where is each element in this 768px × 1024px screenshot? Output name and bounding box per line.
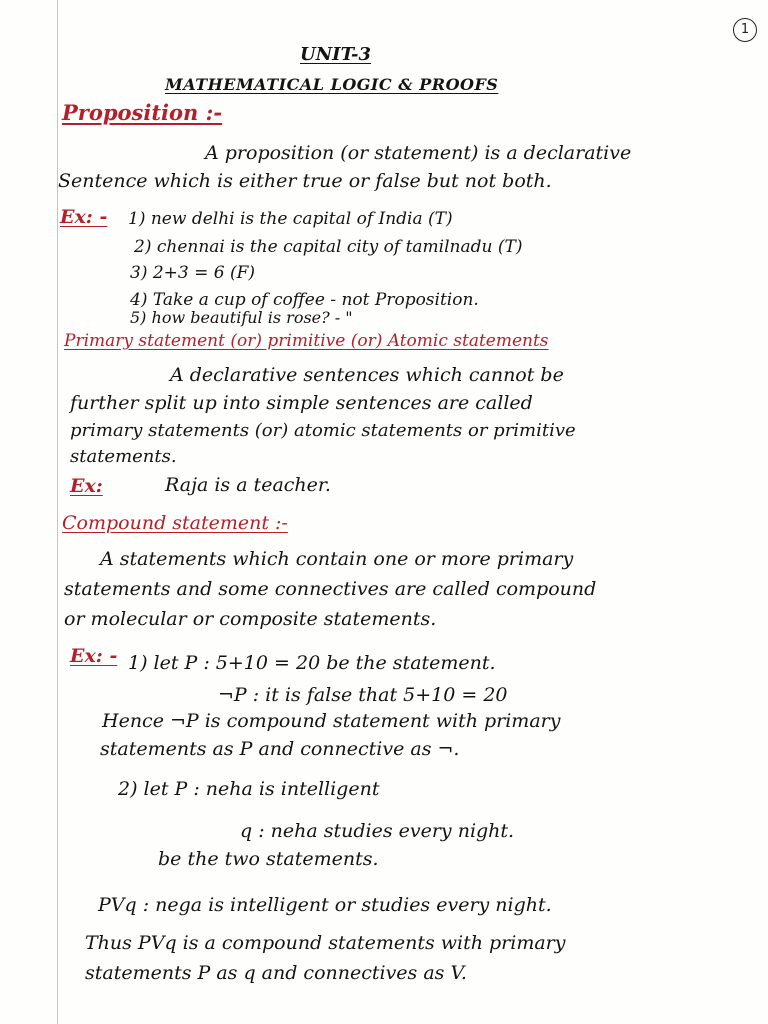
compound-definition-line1: A statements which contain one or more primary — [100, 548, 574, 570]
compound-example1-line2: ¬P : it is false that 5+10 = 20 — [218, 684, 508, 706]
proposition-definition-line1: A proposition (or statement) is a declarative — [205, 142, 632, 164]
primary-definition-line1: A declarative sentences which cannot be — [170, 364, 564, 386]
proposition-definition-line2: Sentence which is either true or false but not both. — [58, 170, 552, 192]
page-number: 1 — [733, 18, 757, 42]
compound-example1-line4: statements as P and connective as ¬. — [100, 738, 460, 760]
primary-definition-line4: statements. — [70, 446, 177, 467]
page-title: MATHEMATICAL LOGIC & PROOFS — [165, 75, 499, 94]
primary-example: Raja is a teacher. — [165, 474, 331, 496]
compound-example2-line4: PVq : nega is intelligent or studies every night. — [98, 894, 552, 916]
compound-example1-line3: Hence ¬P is compound statement with primary — [102, 710, 561, 732]
margin-line — [57, 0, 58, 1024]
proposition-example-label: Ex: - — [60, 206, 108, 228]
compound-definition-line3: or molecular or composite statements. — [64, 608, 437, 630]
compound-example1-line1: 1) let P : 5+10 = 20 be the statement. — [128, 652, 496, 674]
compound-example-label: Ex: - — [70, 645, 118, 667]
primary-definition-line3: primary statements (or) atomic statements or primitive — [70, 420, 576, 441]
compound-example2-line5: Thus PVq is a compound statements with primary — [85, 932, 566, 954]
compound-definition-line2: statements and some connectives are called compound — [64, 578, 597, 600]
proposition-example-1: 1) new delhi is the capital of India (T) — [128, 209, 453, 229]
proposition-example-3: 3) 2+3 = 6 (F) — [130, 263, 256, 283]
compound-example2-line1: 2) let P : neha is intelligent — [118, 778, 380, 800]
unit-title: UNIT-3 — [300, 44, 371, 65]
compound-example2-line6: statements P as q and connectives as V. — [85, 962, 467, 984]
primary-definition-line2: further split up into simple sentences are called — [70, 392, 533, 414]
compound-example2-line2: q : neha studies every night. — [240, 820, 515, 842]
compound-example2-line3: be the two statements. — [158, 848, 379, 870]
primary-heading: Primary statement (or) primitive (or) Atomic statements — [64, 331, 549, 351]
proposition-example-4: 4) Take a cup of coffee - not Proposition. — [130, 290, 479, 310]
proposition-example-5: 5) how beautiful is rose? - " — [130, 308, 353, 327]
proposition-example-2: 2) chennai is the capital city of tamilnadu (T) — [134, 237, 523, 257]
primary-example-label: Ex: — [70, 475, 103, 497]
compound-heading: Compound statement :- — [62, 512, 288, 534]
proposition-heading: Proposition :- — [62, 100, 223, 125]
